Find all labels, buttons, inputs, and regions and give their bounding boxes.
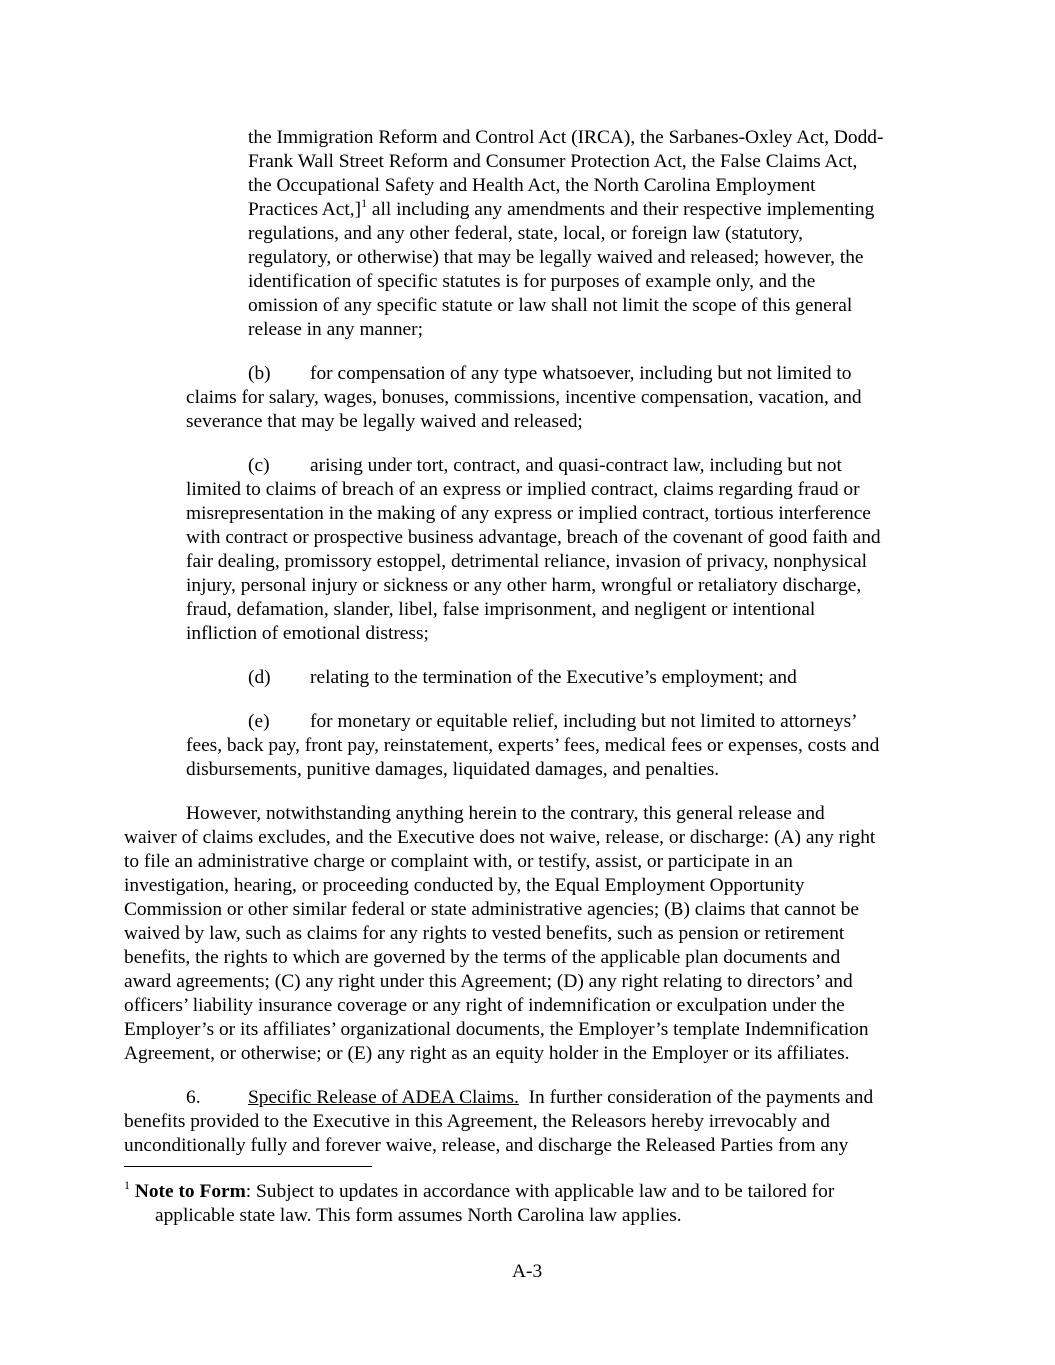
- para-c-line: injury, personal injury or sickness or any other harm, wrongful or retaliatory discharge,: [186, 575, 862, 596]
- para-d-line: relating to the termination of the Executive’s employment; and: [310, 667, 797, 688]
- footnote-line: [124, 1180, 834, 1205]
- para-a-line: the Immigration Reform and Control Act (IRCA), the Sarbanes-Oxley Act, Dodd-: [248, 127, 884, 148]
- para-a-line: identification of specific statutes is for purposes of example only, and the: [248, 271, 816, 292]
- footnote-mark: 1: [124, 1178, 130, 1192]
- page-number: A-3: [512, 1261, 543, 1282]
- para-e-line: disbursements, punitive damages, liquidated damages, and penalties.: [186, 759, 720, 780]
- footnote-label: Note to Form: [134, 1181, 246, 1202]
- however-line: to file an administrative charge or complaint with, or testify, assist, or participate in an: [124, 851, 793, 872]
- para-c-line: infliction of emotional distress;: [186, 623, 429, 644]
- section-6-line: [248, 1086, 873, 1110]
- however-line: However, notwithstanding anything herein to the contrary, this general release and: [186, 803, 825, 824]
- section-6-line: benefits provided to the Executive in this Agreement, the Releasors hereby irrevocably and: [124, 1111, 830, 1132]
- however-line: Employer’s or its affiliates’ organizational documents, the Employer’s template Indemnification: [124, 1019, 869, 1040]
- para-a-line: [248, 198, 874, 223]
- however-line: officers’ liability insurance coverage or any right of indemnification or exculpation under the: [124, 995, 845, 1016]
- however-line: waiver of claims excludes, and the Executive does not waive, release, or discharge: (A) any right: [124, 827, 876, 848]
- para-a-line: regulations, and any other federal, state, local, or foreign law (statutory,: [248, 223, 803, 244]
- para-e-line: for monetary or equitable relief, including but not limited to attorneys’: [310, 711, 858, 732]
- section-6-number: 6.: [186, 1087, 201, 1108]
- footnote-reference: 1: [361, 196, 368, 210]
- footnote-text: : Subject to updates in accordance with applicable law and to be tailored for: [245, 1181, 835, 1202]
- para-b-line: for compensation of any type whatsoever, including but not limited to: [310, 363, 852, 384]
- footnote-separator: [124, 1166, 372, 1167]
- para-a-line: omission of any specific statute or law shall not limit the scope of this general: [248, 295, 853, 316]
- para-a-text: Practices Act,]: [248, 199, 362, 220]
- para-a-line: Frank Wall Street Reform and Consumer Protection Act, the False Claims Act,: [248, 151, 858, 172]
- footnote-line: applicable state law. This form assumes North Carolina law applies.: [155, 1205, 682, 1226]
- section-6-text: In further consideration of the payments and: [518, 1087, 874, 1108]
- however-line: Agreement, or otherwise; or (E) any right as an equity holder in the Employer or its affiliates.: [124, 1043, 850, 1064]
- however-line: investigation, hearing, or proceeding conducted by, the Equal Employment Opportunity: [124, 875, 805, 896]
- para-c-label: (c): [248, 455, 270, 476]
- para-c-line: with contract or prospective business advantage, breach of the covenant of good faith and: [186, 527, 881, 548]
- however-line: award agreements; (C) any right under this Agreement; (D) any right relating to directors’ and: [124, 971, 853, 992]
- para-b-line: claims for salary, wages, bonuses, commissions, incentive compensation, vacation, and: [186, 387, 862, 408]
- para-c-line: limited to claims of breach of an express or implied contract, claims regarding fraud or: [186, 479, 860, 500]
- section-6-title: Specific Release of ADEA Claims.: [248, 1087, 519, 1108]
- para-a-line: release in any manner;: [248, 319, 423, 340]
- para-c-line: misrepresentation in the making of any express or implied contract, tortious interference: [186, 503, 871, 524]
- para-a-text: all including any amendments and their respective implementing: [367, 199, 875, 220]
- para-e-line: fees, back pay, front pay, reinstatement, experts’ fees, medical fees or expenses, costs and: [186, 735, 880, 756]
- para-c-line: fair dealing, promissory estoppel, detrimental reliance, invasion of privacy, nonphysical: [186, 551, 867, 572]
- para-b-line: severance that may be legally waived and released;: [186, 411, 583, 432]
- however-line: waived by law, such as claims for any rights to vested benefits, such as pension or retirement: [124, 923, 845, 944]
- however-line: benefits, the rights to which are governed by the terms of the applicable plan documents and: [124, 947, 841, 968]
- section-6-line: unconditionally fully and forever waive, release, and discharge the Released Parties from any: [124, 1135, 849, 1156]
- para-e-label: (e): [248, 711, 270, 732]
- para-b-label: (b): [248, 363, 271, 384]
- para-d-label: (d): [248, 667, 271, 688]
- para-c-line: fraud, defamation, slander, libel, false imprisonment, and negligent or intentional: [186, 599, 816, 620]
- para-c-line: arising under tort, contract, and quasi-contract law, including but not: [310, 455, 842, 476]
- para-a-line: regulatory, or otherwise) that may be legally waived and released; however, the: [248, 247, 864, 268]
- however-line: Commission or other similar federal or state administrative agencies; (B) claims that cannot be: [124, 899, 860, 920]
- para-a-line: the Occupational Safety and Health Act, the North Carolina Employment: [248, 175, 816, 196]
